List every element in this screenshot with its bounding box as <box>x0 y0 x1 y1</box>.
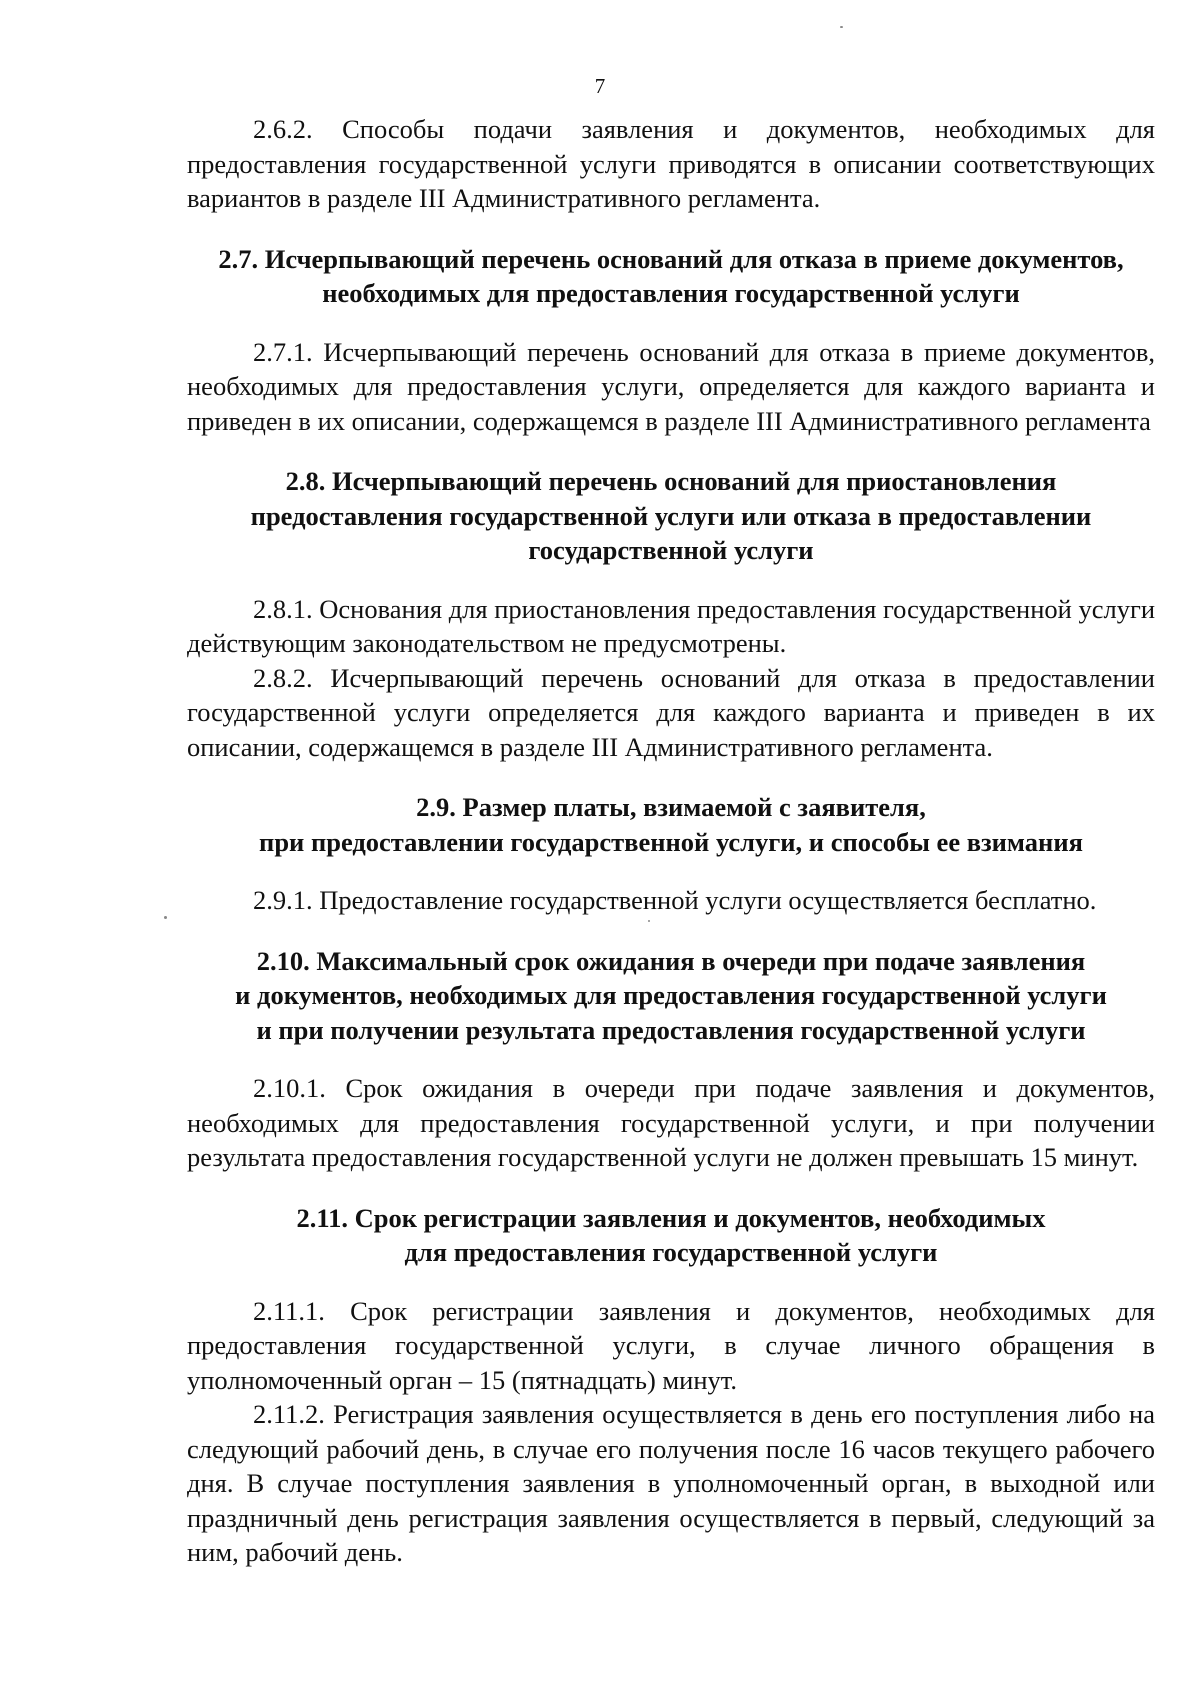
heading-2-7 <box>187 242 1155 311</box>
paragraph-2-10-1: 2.10.1. Срок ожидания в очереди при подаче заявления и документов, необходимых для предоставления государственной услуги, и при получении результата предоставления государственной услуги не должен превышать 15 минут. <box>187 1073 1155 1172</box>
heading-2-9-line-1: 2.9. Размер платы, взимаемой с заявителя, <box>416 792 926 822</box>
heading-2-10 <box>187 944 1155 1048</box>
paragraph-2-8-2: 2.8.2. Исчерпывающий перечень оснований для отказа в предоставлении государственной услуги определяется для каждого варианта и приведен в их описании, содержащемся в разделе III Административного регламента. <box>187 662 1155 762</box>
heading-2-7-line-2: необходимых для предоставления государственной услуги <box>322 278 1020 308</box>
heading-2-11-line-1: 2.11. Срок регистрации заявления и документов, необходимых <box>296 1202 1046 1233</box>
heading-2-10-line-1: 2.10. Максимальный срок ожидания в очереди при подаче заявления <box>256 945 1086 976</box>
paragraph-2-11-1: 2.11.1. Срок регистрации заявления и документов, необходимых для предоставления государственной услуги, в случае личного обращения в уполномоченный орган – 15 (пятнадцать) минут. <box>187 1295 1155 1395</box>
heading-2-8 <box>187 464 1155 568</box>
heading-2-10-line-2: и документов, необходимых для предоставления государственной услуги <box>235 980 1107 1010</box>
heading-2-8-line-1: 2.8. Исчерпывающий перечень оснований для приостановления <box>285 466 1057 496</box>
heading-2-9-line-2: при предоставлении государственной услуги, и способы ее взимания <box>259 826 1083 857</box>
paragraph-2-9-1: 2.9.1. Предоставление государственной услуги осуществляется бесплатно. <box>253 885 1097 915</box>
scan-speck <box>164 916 167 919</box>
paragraph-2-6-2: 2.6.2. Способы подачи заявления и документов, необходимых для предоставления государственной услуги приводятся в описании соответствующих вариантов в разделе III Административного регламента. <box>187 114 1155 213</box>
document-body <box>187 112 1155 1570</box>
heading-2-10-line-3: и при получении результата предоставления государственной услуги <box>256 1014 1086 1045</box>
paragraph-2-8-1: 2.8.1. Основания для приостановления предоставления государственной услуги действующим законодательством не предусмотрены. <box>187 593 1155 658</box>
scan-speck <box>648 920 650 922</box>
heading-2-8-line-3: государственной услуги <box>528 535 814 565</box>
page-number: 7 <box>594 74 606 98</box>
heading-2-11 <box>187 1201 1155 1270</box>
heading-2-11-line-2: для предоставления государственной услуги <box>404 1237 938 1267</box>
scan-speck <box>840 26 843 28</box>
paragraph-2-7-1: 2.7.1. Исчерпывающий перечень оснований для отказа в приеме документов, необходимых для предоставления услуги, определяется для каждого варианта и приведен в их описании, содержащемся в разделе III Административного регламента <box>187 336 1155 436</box>
heading-2-7-line-1: 2.7. Исчерпывающий перечень оснований для отказа в приеме документов, <box>218 243 1124 274</box>
heading-2-9 <box>187 790 1155 859</box>
heading-2-8-line-2: предоставления государственной услуги или отказа в предоставлении <box>250 500 1092 531</box>
paragraph-2-11-2: 2.11.2. Регистрация заявления осуществляется в день его поступления либо на следующий рабочий день, в случае его получения после 16 часов текущего рабочего дня. В случае поступления заявления в уполномоченный орган, в выходной или праздничный день регистрация заявления осуществляется в первый, следующий за ним, рабочий день. <box>187 1399 1155 1567</box>
